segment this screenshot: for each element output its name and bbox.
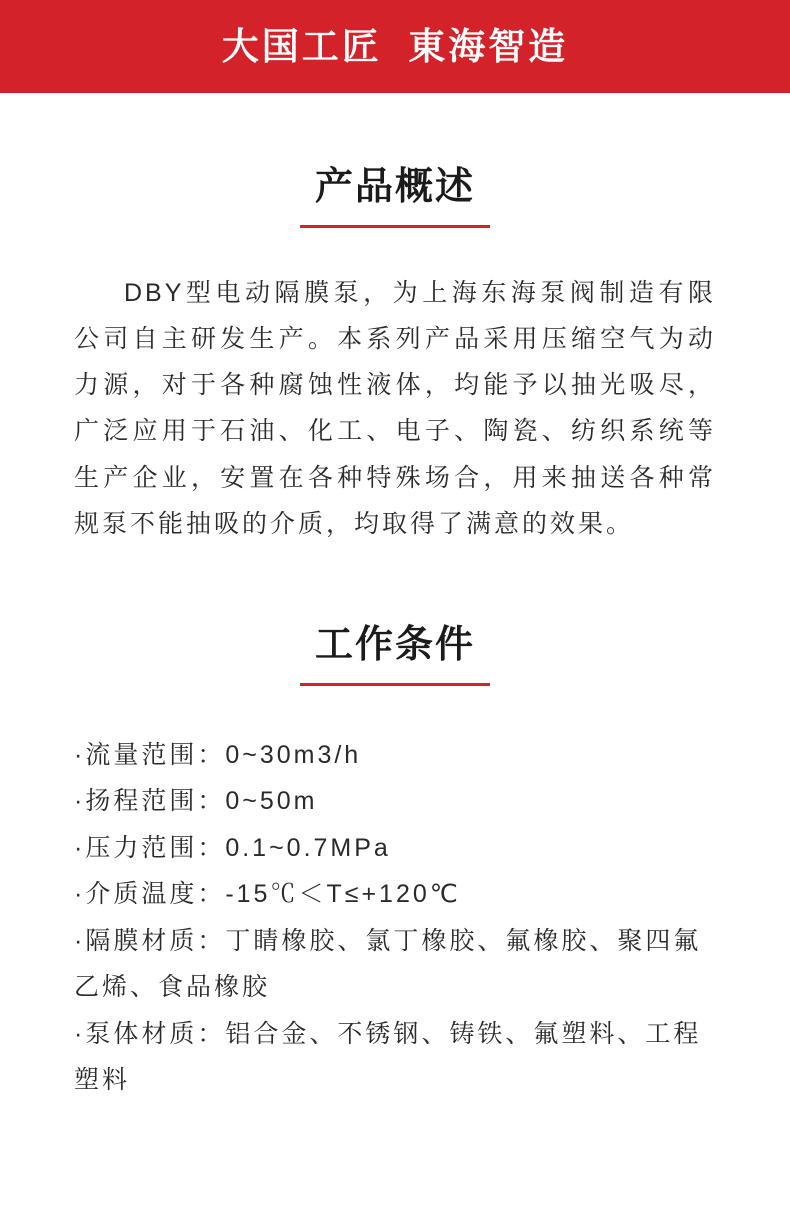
conditions-list [74, 732, 716, 1104]
list-item: ·隔膜材质：丁睛橡胶、氯丁橡胶、氟橡胶、聚四氟乙烯、食品橡胶 [74, 926, 702, 1002]
list-item: ·介质温度：-15℃＜T≤+120℃ [74, 880, 461, 909]
overview-title-underline [300, 225, 490, 228]
banner-title: 大国工匠 東海智造 [221, 26, 569, 67]
list-item: ·流量范围：0~30m3/h [74, 740, 362, 769]
conditions-title-underline [300, 683, 490, 686]
list-item: ·泵体材质：铝合金、不锈钢、铸铁、氟塑料、工程塑料 [74, 1019, 702, 1095]
list-item: ·扬程范围：0~50m [74, 787, 318, 816]
conditions-title: 工作条件 [314, 624, 475, 667]
header-banner [0, 0, 790, 93]
conditions-section-header [0, 623, 790, 686]
list-item: ·压力范围：0.1~0.7MPa [74, 833, 391, 862]
overview-section-header [0, 165, 790, 228]
overview-paragraph: DBY型电动隔膜泵，为上海东海泵阀制造有限公司自主研发生产。本系列产品采用压缩空气为动力源，对于各种腐蚀性液体，均能予以抽光吸尽，广泛应用于石油、化工、电子、陶瓷、纺织系统等生产企业，安置在各种特殊场合，用来抽送各种常规泵不能抽吸的介质，均取得了满意的效果。 [74, 278, 716, 538]
spacer-above-overview [0, 93, 790, 165]
spacer-between-sections [0, 547, 790, 623]
overview-title: 产品概述 [314, 166, 475, 208]
